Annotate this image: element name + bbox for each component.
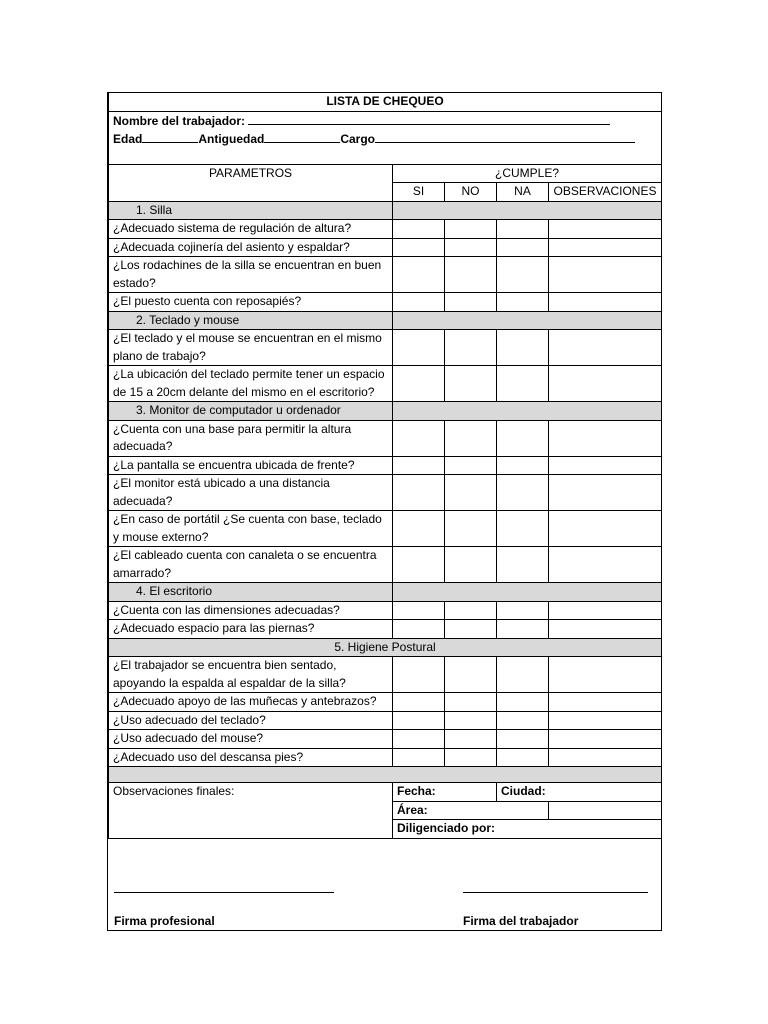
- si-cell[interactable]: [393, 330, 445, 366]
- no-cell[interactable]: [445, 475, 497, 511]
- col-na: NA: [497, 183, 549, 202]
- si-cell[interactable]: [393, 547, 445, 583]
- checklist-row: [109, 293, 662, 312]
- checklist-row: [109, 238, 662, 257]
- checklist-row: [109, 220, 662, 239]
- no-cell[interactable]: [445, 601, 497, 620]
- na-cell[interactable]: [497, 238, 549, 257]
- si-cell[interactable]: [393, 511, 445, 547]
- date-field[interactable]: Fecha:: [393, 783, 497, 802]
- si-cell[interactable]: [393, 420, 445, 456]
- na-cell[interactable]: [497, 220, 549, 239]
- worker-name-label: Nombre del trabajador:: [113, 113, 246, 128]
- checklist-question: ¿Uso adecuado del mouse?: [109, 730, 393, 749]
- spacer-cell: [109, 767, 662, 783]
- age-label: Edad: [113, 132, 143, 146]
- checklist-question: ¿El trabajador se encuentra bien sentado, apoyando la espalda al espaldar de la silla?: [109, 657, 393, 693]
- checklist-question: ¿Uso adecuado del teclado?: [109, 711, 393, 730]
- na-cell[interactable]: [497, 366, 549, 402]
- checklist-row: [109, 601, 662, 620]
- seniority-field[interactable]: [264, 130, 340, 143]
- no-cell[interactable]: [445, 693, 497, 712]
- signature-area: [108, 842, 661, 930]
- checklist-row: [109, 475, 662, 511]
- checklist-question: ¿El cableado cuenta con canaleta o se encuentra amarrado?: [109, 547, 393, 583]
- checklist-row: [109, 257, 662, 293]
- no-cell[interactable]: [445, 748, 497, 767]
- section-header: [109, 311, 662, 330]
- section-blank: [393, 402, 662, 421]
- checklist-question: ¿Adecuado apoyo de las muñecas y antebrazos?: [109, 693, 393, 712]
- col-si: SI: [393, 183, 445, 202]
- no-cell[interactable]: [445, 620, 497, 639]
- professional-signature-line[interactable]: [114, 892, 334, 893]
- na-cell[interactable]: [497, 601, 549, 620]
- checklist-question: ¿El monitor está ubicado a una distancia adecuada?: [109, 475, 393, 511]
- worker-name-field[interactable]: [248, 112, 610, 125]
- worker-info: [109, 111, 662, 164]
- checklist-question: ¿El teclado y el mouse se encuentran en el mismo plano de trabajo?: [109, 330, 393, 366]
- na-cell[interactable]: [497, 748, 549, 767]
- section-blank: [393, 311, 662, 330]
- section-title: 4. El escritorio: [109, 583, 393, 602]
- col-no: NO: [445, 183, 497, 202]
- observaciones-cell[interactable]: [549, 257, 662, 293]
- footer-row: [109, 783, 662, 802]
- checklist-row: [109, 620, 662, 639]
- no-cell[interactable]: [445, 330, 497, 366]
- observaciones-cell[interactable]: [549, 711, 662, 730]
- checklist-row: [109, 748, 662, 767]
- si-cell[interactable]: [393, 238, 445, 257]
- no-cell[interactable]: [445, 547, 497, 583]
- checklist-question: ¿En caso de portátil ¿Se cuenta con base, teclado y mouse externo?: [109, 511, 393, 547]
- na-cell[interactable]: [497, 257, 549, 293]
- worker-signature-label: Firma del trabajador: [463, 914, 579, 928]
- si-cell[interactable]: [393, 657, 445, 693]
- checklist-question: ¿Adecuado uso del descansa pies?: [109, 748, 393, 767]
- section-header: [109, 638, 662, 657]
- checklist-question: ¿Los rodachines de la silla se encuentran en buen estado?: [109, 257, 393, 293]
- col-parametros: PARAMETROS: [109, 164, 393, 201]
- si-cell[interactable]: [393, 711, 445, 730]
- no-cell[interactable]: [445, 456, 497, 475]
- checklist-row: [109, 511, 662, 547]
- final-observations[interactable]: Observaciones finales:: [109, 783, 393, 839]
- checklist-row: [109, 547, 662, 583]
- checklist-row: [109, 693, 662, 712]
- section-header: [109, 583, 662, 602]
- area-field[interactable]: Área:: [393, 801, 549, 820]
- checklist-sheet: [107, 92, 662, 931]
- na-cell[interactable]: [497, 711, 549, 730]
- si-cell[interactable]: [393, 366, 445, 402]
- checklist-question: ¿Adecuada cojinería del asiento y espaldar?: [109, 238, 393, 257]
- checklist-row: [109, 657, 662, 693]
- age-field[interactable]: [142, 130, 198, 143]
- observaciones-cell[interactable]: [549, 366, 662, 402]
- section-header: [109, 201, 662, 220]
- no-cell[interactable]: [445, 511, 497, 547]
- checklist-question: ¿Cuenta con una base para permitir la altura adecuada?: [109, 420, 393, 456]
- no-cell[interactable]: [445, 220, 497, 239]
- position-field[interactable]: [375, 130, 635, 143]
- no-cell[interactable]: [445, 293, 497, 312]
- checklist-question: ¿Cuenta con las dimensiones adecuadas?: [109, 601, 393, 620]
- na-cell[interactable]: [497, 693, 549, 712]
- checklist-question: ¿La pantalla se encuentra ubicada de frente?: [109, 456, 393, 475]
- checklist-row: [109, 420, 662, 456]
- section-title: 1. Silla: [109, 201, 393, 220]
- observaciones-cell[interactable]: [549, 238, 662, 257]
- section-header: [109, 402, 662, 421]
- observaciones-cell[interactable]: [549, 330, 662, 366]
- observaciones-cell[interactable]: [549, 601, 662, 620]
- section-title: 2. Teclado y mouse: [109, 311, 393, 330]
- city-field[interactable]: Ciudad:: [497, 783, 662, 802]
- document-title: LISTA DE CHEQUEO: [109, 93, 662, 111]
- si-cell[interactable]: [393, 730, 445, 749]
- section-title: 3. Monitor de computador u ordenador: [109, 402, 393, 421]
- section-blank: [393, 583, 662, 602]
- section-blank: [393, 201, 662, 220]
- no-cell[interactable]: [445, 657, 497, 693]
- si-cell[interactable]: [393, 220, 445, 239]
- seniority-label: Antiguedad: [198, 132, 265, 146]
- worker-signature-line[interactable]: [463, 892, 648, 893]
- checklist-question: ¿Adecuado espacio para las piernas?: [109, 620, 393, 639]
- si-cell[interactable]: [393, 748, 445, 767]
- checklist-row: [109, 730, 662, 749]
- si-cell[interactable]: [393, 693, 445, 712]
- checklist-row: [109, 330, 662, 366]
- si-cell[interactable]: [393, 601, 445, 620]
- na-cell[interactable]: [497, 620, 549, 639]
- observaciones-cell[interactable]: [549, 748, 662, 767]
- observaciones-cell[interactable]: [549, 511, 662, 547]
- na-cell[interactable]: [497, 547, 549, 583]
- checklist-question: ¿La ubicación del teclado permite tener un espacio de 15 a 20cm delante del mismo en el escritorio?: [109, 366, 393, 402]
- observaciones-cell[interactable]: [549, 547, 662, 583]
- no-cell[interactable]: [445, 238, 497, 257]
- si-cell[interactable]: [393, 620, 445, 639]
- na-cell[interactable]: [497, 475, 549, 511]
- na-cell[interactable]: [497, 511, 549, 547]
- observaciones-cell[interactable]: [549, 657, 662, 693]
- col-observaciones: OBSERVACIONES: [549, 183, 662, 202]
- si-cell[interactable]: [393, 475, 445, 511]
- observaciones-cell[interactable]: [549, 730, 662, 749]
- position-label: Cargo: [340, 132, 376, 146]
- no-cell[interactable]: [445, 366, 497, 402]
- no-cell[interactable]: [445, 420, 497, 456]
- observaciones-cell[interactable]: [549, 456, 662, 475]
- col-cumple: ¿CUMPLE?: [393, 164, 662, 183]
- no-cell[interactable]: [445, 711, 497, 730]
- observaciones-cell[interactable]: [549, 220, 662, 239]
- na-cell[interactable]: [497, 420, 549, 456]
- na-cell[interactable]: [497, 456, 549, 475]
- checklist-row: [109, 711, 662, 730]
- na-cell[interactable]: [497, 293, 549, 312]
- filled-by-field[interactable]: Diligenciado por:: [393, 820, 662, 839]
- section-title: 5. Higiene Postural: [109, 638, 662, 657]
- no-cell[interactable]: [445, 730, 497, 749]
- si-cell[interactable]: [393, 456, 445, 475]
- professional-signature-label: Firma profesional: [114, 914, 215, 928]
- na-cell[interactable]: [497, 730, 549, 749]
- no-cell[interactable]: [445, 257, 497, 293]
- observaciones-cell[interactable]: [549, 293, 662, 312]
- na-cell[interactable]: [497, 657, 549, 693]
- spacer-row: [109, 767, 662, 783]
- observaciones-cell[interactable]: [549, 693, 662, 712]
- checklist-question: ¿El puesto cuenta con reposapiés?: [109, 293, 393, 312]
- observaciones-cell[interactable]: [549, 620, 662, 639]
- observaciones-cell[interactable]: [549, 420, 662, 456]
- checklist-question: ¿Adecuado sistema de regulación de altura?: [109, 220, 393, 239]
- si-cell[interactable]: [393, 257, 445, 293]
- checklist-row: [109, 366, 662, 402]
- observaciones-cell[interactable]: [549, 475, 662, 511]
- checklist-row: [109, 456, 662, 475]
- checklist-table: [108, 93, 662, 839]
- na-cell[interactable]: [497, 330, 549, 366]
- si-cell[interactable]: [393, 293, 445, 312]
- area-extra-cell[interactable]: [549, 801, 662, 820]
